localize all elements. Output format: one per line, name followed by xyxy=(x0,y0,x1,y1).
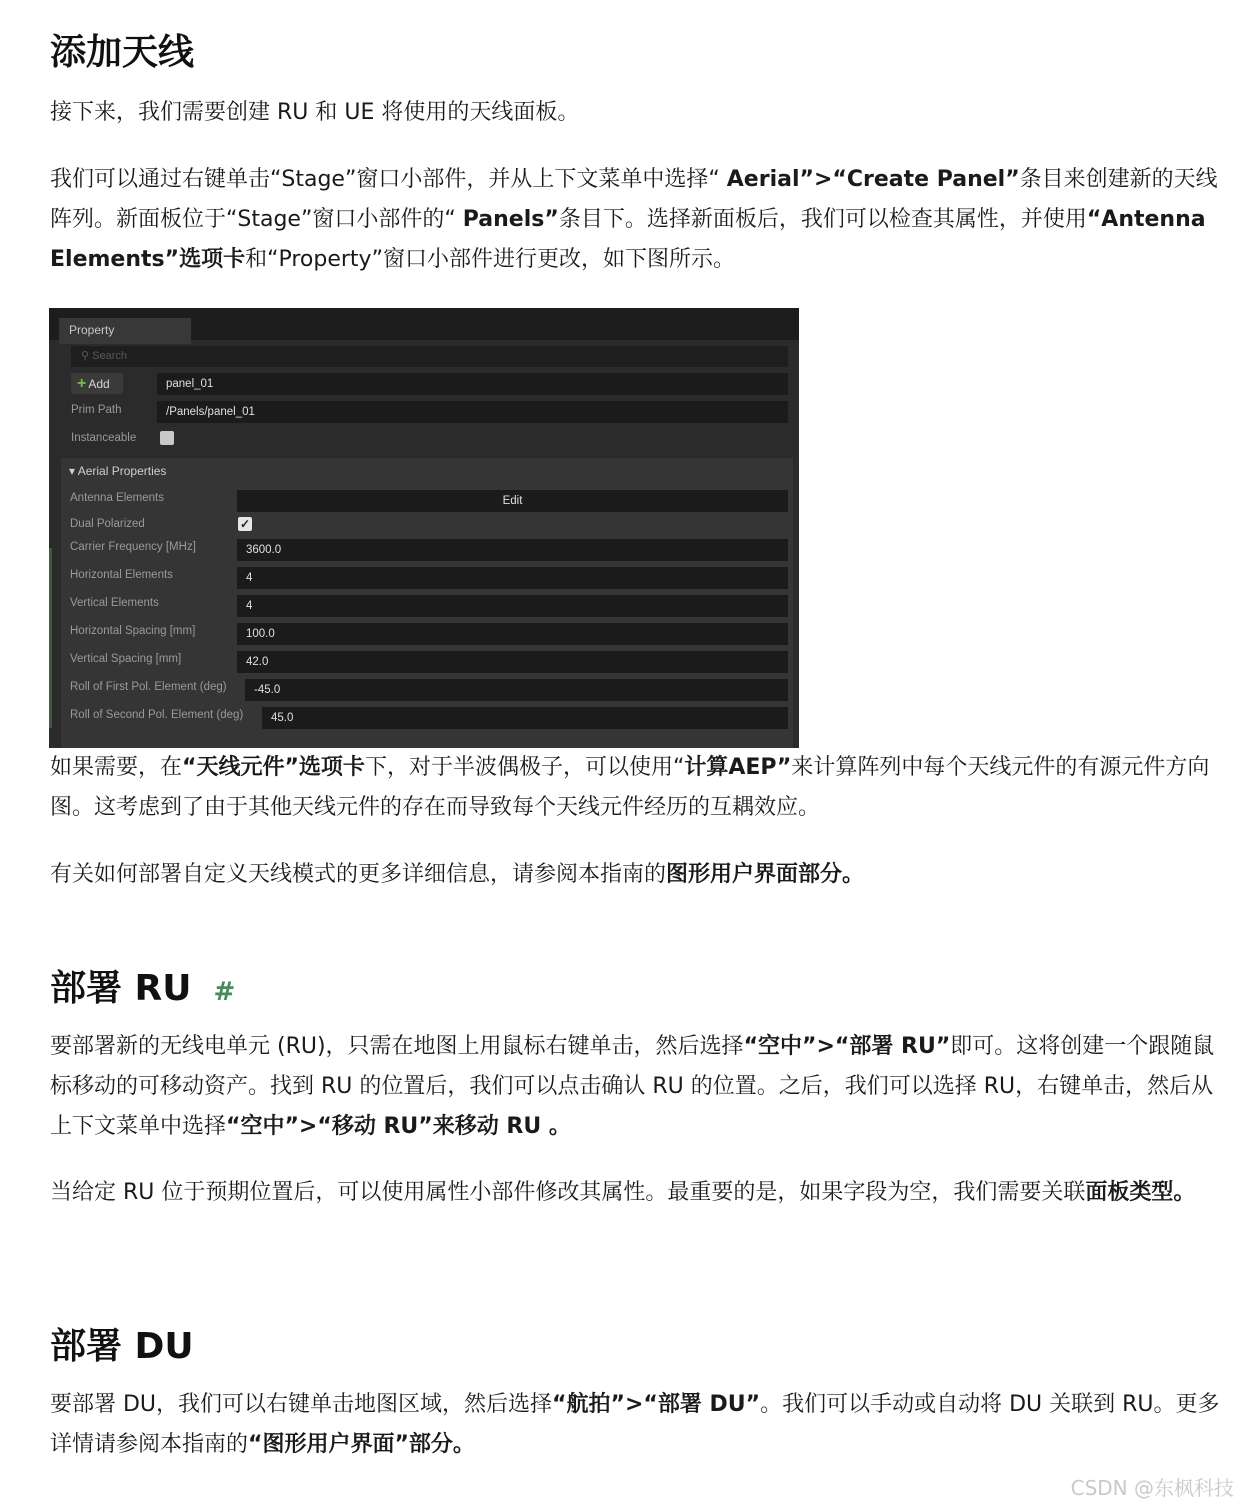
heading-deploy-ru xyxy=(50,960,235,1011)
text: 和“Property”窗口小部件进行更改，如下图所示。 xyxy=(245,247,735,272)
search-input[interactable] xyxy=(71,346,788,367)
prim-path-field[interactable]: /Panels/panel_01 xyxy=(157,401,788,423)
bold-link[interactable]: “图形用户界面”部分。 xyxy=(248,1432,475,1457)
carrier-frequency-field[interactable]: 3600.0 xyxy=(237,539,788,561)
watermark: CSDN @东枫科技 xyxy=(1070,1476,1234,1500)
search-placeholder: Search xyxy=(92,350,127,362)
tab-property[interactable]: Property xyxy=(59,318,191,344)
heading-add-antenna: 添加天线 xyxy=(50,32,195,73)
bold-text: “空中”>“部署 RU” xyxy=(743,1034,951,1059)
roll-second-field[interactable]: 45.0 xyxy=(262,707,788,729)
heading-deploy-du: 部署 DU xyxy=(50,1326,194,1367)
row-label: Roll of First Pol. Element (deg) xyxy=(70,681,227,693)
vertical-spacing-field[interactable]: 42.0 xyxy=(237,651,788,673)
property-panel-screenshot xyxy=(49,308,799,748)
text: 要部署 DU，我们可以右键单击地图区域，然后选择 xyxy=(50,1392,553,1417)
text: 。我们可以手动或自动将 DU 关联到 RU。更多详情请参阅本指南的 xyxy=(50,1392,1220,1457)
text: 条目来创建新的天线阵列。新面板位于“Stage”窗口小部件的“ xyxy=(50,167,1218,232)
bold-link[interactable]: 图形用户界面部分。 xyxy=(666,862,865,887)
edit-button[interactable]: Edit xyxy=(237,490,788,512)
row-label: Roll of Second Pol. Element (deg) xyxy=(70,709,244,721)
row-label: Horizontal Spacing [mm] xyxy=(70,625,196,637)
plus-icon: + xyxy=(77,375,87,392)
text: 我们可以通过右键单击“Stage”窗口小部件，并从上下文菜单中选择“ xyxy=(50,167,727,192)
aerial-properties-header[interactable] xyxy=(69,464,166,478)
text: 下，对于半波偶极子，可以使用“ xyxy=(364,755,685,780)
paragraph-gui-ref xyxy=(50,855,1222,895)
heading-text: 部署 RU xyxy=(50,968,192,1009)
text: 如果需要，在 xyxy=(50,755,183,780)
text: 有关如何部署自定义天线模式的更多详细信息，请参阅本指南的 xyxy=(50,862,667,887)
bold-text: 面板类型。 xyxy=(1085,1180,1196,1205)
paragraph-ru-props xyxy=(50,1173,1222,1213)
roll-first-field[interactable]: -45.0 xyxy=(245,679,788,701)
row-label: Dual Polarized xyxy=(70,518,145,530)
text: 即可。这将创建一个跟随鼠标移动的可移动资产。找到 RU 的位置后，我们可以点击确认 RU 的位置。之后，我们可以选择 RU，右键单击，然后从上下文菜单中选择 xyxy=(50,1034,1215,1139)
name-field[interactable]: panel_01 xyxy=(157,373,788,395)
row-label: Carrier Frequency [MHz] xyxy=(70,541,196,553)
bold-text: “空中”>“移动 RU”来移动 RU 。 xyxy=(226,1114,571,1139)
instanceable-checkbox[interactable] xyxy=(160,431,174,445)
instanceable-label: Instanceable xyxy=(71,432,137,444)
search-icon: ⚲ xyxy=(81,350,93,362)
bold-text: Aerial”>“Create Panel” xyxy=(726,167,1020,192)
paragraph-aep xyxy=(50,748,1222,828)
dual-polarized-checkbox[interactable]: ✓ xyxy=(239,517,251,531)
row-label: Vertical Spacing [mm] xyxy=(70,653,182,665)
divider xyxy=(49,548,52,728)
bold-text: “航拍”>“部署 DU” xyxy=(552,1392,761,1417)
text: 条目下。选择新面板后，我们可以检查其属性，并使用 xyxy=(558,207,1087,232)
add-button[interactable] xyxy=(71,373,123,394)
bold-text: “天线元件”选项卡 xyxy=(182,755,365,780)
section-title: Aerial Properties xyxy=(77,464,167,478)
row-label: Vertical Elements xyxy=(70,597,159,609)
horizontal-elements-field[interactable]: 4 xyxy=(237,567,788,589)
text: 当给定 RU 位于预期位置后，可以使用属性小部件修改其属性。最重要的是，如果字段为空，我们需要关联 xyxy=(50,1180,1086,1205)
bold-text: 计算AEP” xyxy=(684,755,792,780)
anchor-link[interactable]: # xyxy=(213,977,236,1007)
text: 来计算阵列中每个天线元件的有源元件方向图。这考虑到了由于其他天线元件的存在而导致每个天线元件经历的互耦效应。 xyxy=(50,755,1210,820)
paragraph-deploy-ru xyxy=(50,1027,1222,1147)
bold-text: Panels” xyxy=(462,207,559,232)
row-label: Antenna Elements xyxy=(70,492,164,504)
paragraph-intro: 接下来，我们需要创建 RU 和 UE 将使用的天线面板。 xyxy=(50,100,580,125)
horizontal-spacing-field[interactable]: 100.0 xyxy=(237,623,788,645)
vertical-elements-field[interactable]: 4 xyxy=(237,595,788,617)
row-label: Horizontal Elements xyxy=(70,569,173,581)
text: 要部署新的无线电单元 (RU)，只需在地图上用鼠标右键单击，然后选择 xyxy=(50,1034,744,1059)
paragraph-create-panel xyxy=(50,160,1222,280)
prim-path-label: Prim Path xyxy=(71,404,122,416)
triangle-down-icon: ▾ xyxy=(69,464,78,478)
bold-text: “Antenna Elements”选项卡 xyxy=(50,207,1206,272)
add-label: Add xyxy=(88,377,110,391)
paragraph-deploy-du xyxy=(50,1385,1222,1465)
